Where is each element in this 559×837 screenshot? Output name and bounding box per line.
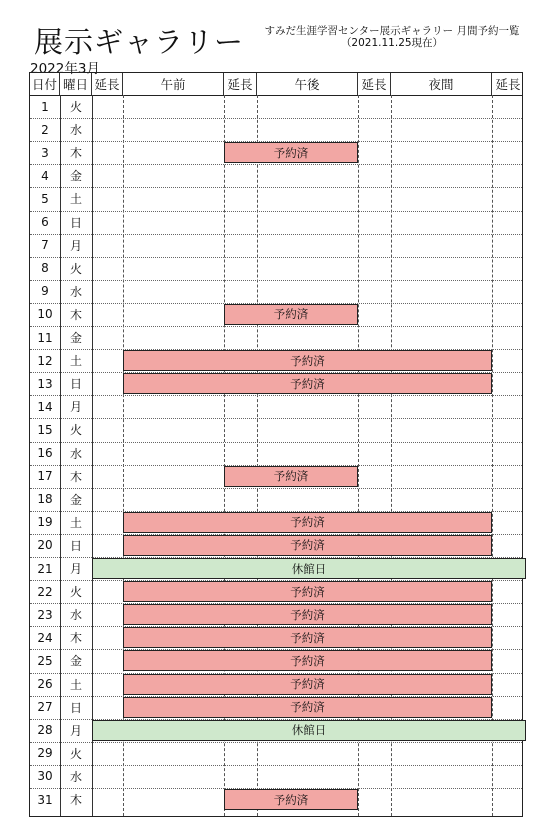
weekday-cell: 月 [69, 400, 82, 415]
weekday-cell: 金 [69, 331, 82, 346]
header-ext-4: 延長 [495, 77, 521, 92]
page-title: 展示ギャラリー [34, 25, 245, 59]
row-divider [30, 765, 522, 766]
reserved-bar: 予約済 [224, 789, 358, 810]
weekday-cell: 木 [69, 307, 82, 322]
date-cell: 5 [41, 191, 49, 206]
row-divider [30, 257, 522, 258]
weekday-cell: 火 [69, 585, 82, 600]
date-cell: 12 [37, 353, 53, 368]
date-cell: 6 [41, 215, 49, 230]
closed-day-bar: 休館日 [92, 558, 526, 579]
weekday-cell: 木 [69, 631, 82, 646]
date-cell: 14 [37, 399, 53, 414]
row-divider [30, 442, 522, 443]
header-evening: 夜間 [391, 73, 492, 95]
date-cell: 8 [41, 261, 49, 276]
weekday-cell: 土 [69, 677, 82, 692]
date-cell: 11 [37, 330, 53, 345]
weekday-cell: 水 [69, 769, 82, 784]
reservation-table [29, 72, 523, 817]
date-cell: 27 [37, 700, 53, 715]
row-divider [30, 280, 522, 281]
weekday-cell: 日 [69, 538, 82, 553]
date-cell: 10 [37, 307, 53, 322]
header-divider [30, 95, 522, 96]
column-divider [492, 95, 493, 816]
date-cell: 31 [37, 792, 53, 807]
reserved-bar: 予約済 [123, 697, 492, 718]
subtitle [232, 25, 552, 49]
weekday-cell: 土 [69, 515, 82, 530]
row-divider [30, 211, 522, 212]
weekday-cell: 金 [69, 654, 82, 669]
header-morning: 午前 [123, 73, 224, 95]
column-divider [92, 95, 93, 816]
weekday-cell: 日 [69, 377, 82, 392]
date-cell: 23 [37, 607, 53, 622]
row-divider [30, 187, 522, 188]
reserved-bar: 予約済 [123, 674, 492, 695]
weekday-cell: 金 [69, 169, 82, 184]
weekday-cell: 木 [69, 146, 82, 161]
weekday-cell: 水 [69, 284, 82, 299]
row-divider [30, 118, 522, 119]
date-cell: 29 [37, 746, 53, 761]
weekday-cell: 水 [69, 608, 82, 623]
month-label: 2022年3月 [30, 61, 100, 77]
date-cell: 19 [37, 515, 53, 530]
weekday-cell: 月 [69, 238, 82, 253]
reserved-bar: 予約済 [123, 512, 492, 533]
date-cell: 24 [37, 630, 53, 645]
weekday-cell: 火 [69, 423, 82, 438]
row-divider [30, 234, 522, 235]
row-divider [30, 326, 522, 327]
reserved-bar: 予約済 [123, 627, 492, 648]
weekday-cell: 水 [69, 123, 82, 138]
date-cell: 15 [37, 422, 53, 437]
weekday-cell: 火 [69, 746, 82, 761]
weekday-cell: 水 [69, 446, 82, 461]
date-cell: 26 [37, 677, 53, 692]
subtitle-line-2: （2021.11.25現在） [340, 37, 444, 49]
weekday-cell: 火 [69, 100, 82, 115]
weekday-cell: 月 [69, 723, 82, 738]
reserved-bar: 予約済 [224, 304, 358, 325]
date-cell: 2 [41, 122, 49, 137]
row-divider [30, 418, 522, 419]
subtitle-line-1: すみだ生涯学習センター展示ギャラリー 月間予約一覧 [264, 25, 520, 37]
row-divider [30, 488, 522, 489]
reserved-bar: 予約済 [123, 581, 492, 602]
date-cell: 18 [37, 492, 53, 507]
reserved-bar: 予約済 [224, 142, 358, 163]
weekday-cell: 日 [69, 215, 82, 230]
row-divider [30, 395, 522, 396]
date-cell: 28 [37, 723, 53, 738]
reserved-bar: 予約済 [123, 650, 492, 671]
date-cell: 17 [37, 469, 53, 484]
date-cell: 7 [41, 238, 49, 253]
date-cell: 9 [41, 284, 49, 299]
date-cell: 16 [37, 446, 53, 461]
date-cell: 22 [37, 584, 53, 599]
header-ext-2: 延長 [224, 73, 257, 95]
closed-day-bar: 休館日 [92, 720, 526, 741]
header-ext-3: 延長 [358, 73, 391, 95]
header-ext-1: 延長 [92, 73, 123, 95]
date-cell: 25 [37, 653, 53, 668]
reserved-bar: 予約済 [123, 373, 492, 394]
weekday-cell: 土 [69, 192, 82, 207]
row-divider [30, 164, 522, 165]
weekday-cell: 火 [69, 261, 82, 276]
date-cell: 13 [37, 376, 53, 391]
reserved-bar: 予約済 [224, 466, 358, 487]
weekday-cell: 日 [69, 700, 82, 715]
header-date: 日付 [30, 73, 60, 95]
reserved-bar: 予約済 [123, 350, 492, 371]
weekday-cell: 木 [69, 469, 82, 484]
weekday-cell: 金 [69, 492, 82, 507]
date-cell: 1 [41, 99, 49, 114]
row-divider [30, 742, 522, 743]
date-cell: 30 [37, 769, 53, 784]
weekday-cell: 木 [69, 793, 82, 808]
reserved-bar: 予約済 [123, 535, 492, 556]
header-afternoon: 午後 [257, 73, 358, 95]
date-cell: 21 [37, 561, 53, 576]
weekday-cell: 土 [69, 354, 82, 369]
date-cell: 3 [41, 145, 49, 160]
date-cell: 20 [37, 538, 53, 553]
reserved-bar: 予約済 [123, 604, 492, 625]
weekday-cell: 月 [69, 562, 82, 577]
header-weekday: 曜日 [60, 73, 92, 95]
date-cell: 4 [41, 168, 49, 183]
